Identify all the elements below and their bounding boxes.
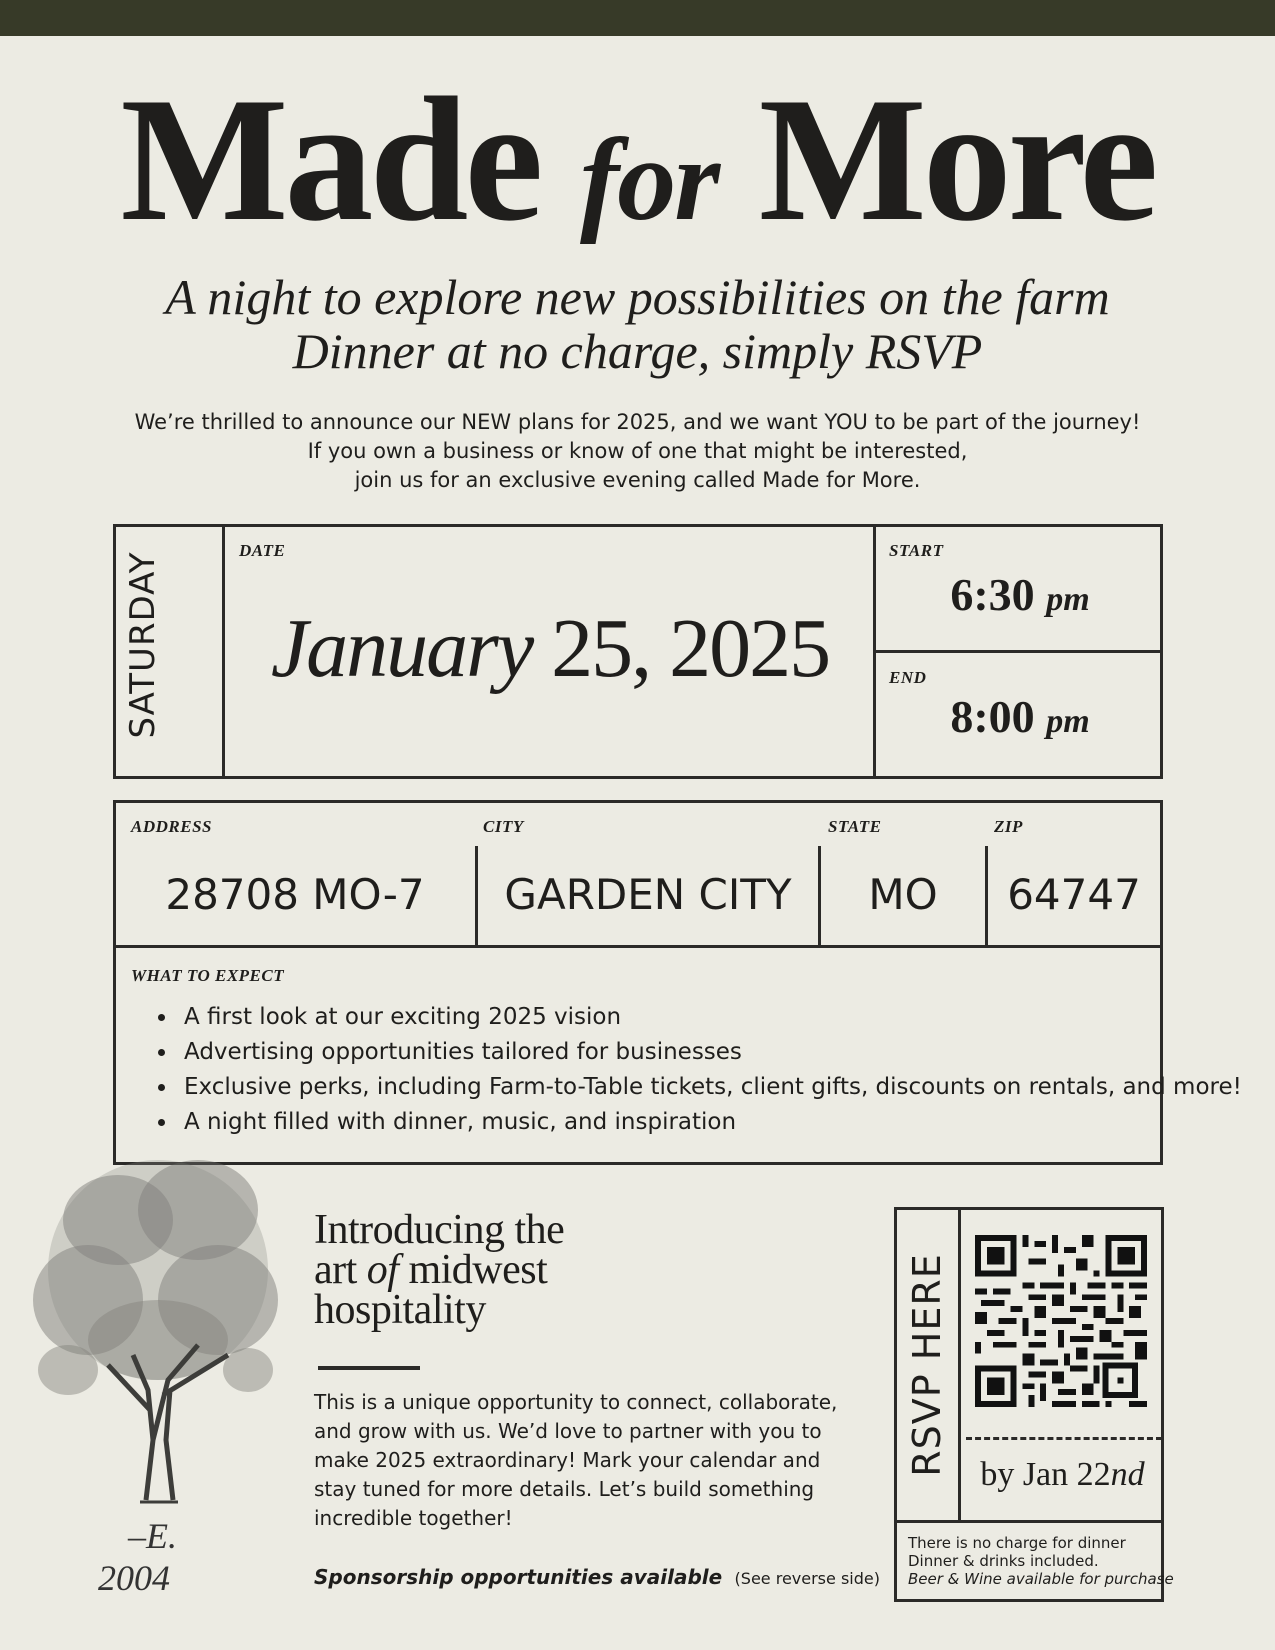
tree-sketch-illustration xyxy=(28,1140,298,1510)
sponsorship-text: Sponsorship opportunities available xyxy=(314,1565,723,1589)
end-label: END xyxy=(889,668,927,687)
city-value: GARDEN CITY xyxy=(504,870,792,919)
rsvp-note-3: Beer & Wine available for purchase xyxy=(908,1570,1174,1588)
dashed-divider xyxy=(966,1437,1162,1440)
start-time-suffix: pm xyxy=(1046,581,1090,618)
feature-line3: hospitality xyxy=(314,1287,486,1333)
date-label: DATE xyxy=(239,541,286,560)
rsvp-deadline-suffix: nd xyxy=(1110,1456,1145,1493)
list-item: • A night filled with dinner, music, and inspiration xyxy=(178,1105,1242,1140)
title-for: for xyxy=(579,114,719,245)
start-label: START xyxy=(889,541,944,560)
subtitle-line2: Dinner at no charge, simply RSVP xyxy=(292,323,983,379)
heading-rule xyxy=(318,1366,420,1370)
city-label: CITY xyxy=(483,817,524,836)
zip-value: 64747 xyxy=(1007,870,1141,919)
title-more: More xyxy=(758,60,1155,258)
feature-line2-a: art xyxy=(314,1247,367,1293)
rsvp-deadline xyxy=(960,1456,1165,1494)
date-month: January xyxy=(270,602,533,695)
address-label: ADDRESS xyxy=(131,817,212,836)
start-time-value: 6:30 xyxy=(950,569,1035,620)
feature-of: of xyxy=(366,1247,399,1293)
event-date xyxy=(225,600,875,697)
end-time-suffix: pm xyxy=(1046,703,1090,740)
sponsorship-note: (See reverse side) xyxy=(734,1569,880,1588)
feature-line2 xyxy=(314,1247,564,1293)
title-made: Made xyxy=(120,60,540,258)
rsvp-qr-code[interactable] xyxy=(975,1235,1147,1407)
rsvp-note-1: There is no charge for dinner xyxy=(908,1534,1126,1552)
list-item: • Advertising opportunities tailored for businesses xyxy=(178,1035,1242,1070)
intro-line1: We’re thrilled to announce our NEW plans for 2025, and we want YOU to be part of the journey! xyxy=(134,410,1141,434)
expect-label: WHAT TO EXPECT xyxy=(131,966,285,985)
signature-initial: –E. xyxy=(128,1516,177,1556)
feature-line2-b: midwest xyxy=(398,1247,548,1293)
end-time xyxy=(880,690,1160,743)
start-time xyxy=(880,568,1160,621)
divider xyxy=(113,945,1163,948)
feature-heading xyxy=(314,1207,565,1333)
rsvp-deadline-date: by Jan 22 xyxy=(980,1456,1111,1493)
end-time-value: 8:00 xyxy=(950,691,1035,742)
day-of-week: SATURDAY xyxy=(123,551,163,739)
rsvp-label: RSVP HERE xyxy=(905,1253,949,1477)
divider xyxy=(894,1520,1164,1523)
date-day-year: 25, 2025 xyxy=(551,602,830,695)
address-value: 28708 MO-7 xyxy=(165,870,425,919)
divider xyxy=(873,650,1163,653)
expect-list xyxy=(138,1000,1242,1140)
intro-line3: join us for an exclusive evening called Made for More. xyxy=(354,468,921,492)
list-item: • Exclusive perks, including Farm-to-Table tickets, client gifts, discounts on rentals, and more! xyxy=(178,1070,1242,1105)
intro-line2: If you own a business or know of one that might be interested, xyxy=(307,439,968,463)
intro-text xyxy=(0,408,1275,495)
feature-body: This is a unique opportunity to connect, collaborate, and grow with us. We’d love to partner with you to make 2025 extraordinary! Mark your calendar and stay tuned for more details. Let’s build something incredible together! xyxy=(314,1390,838,1530)
feature-line1: Introducing the xyxy=(314,1207,565,1253)
subtitle-line1: A night to explore new possibilities on the farm xyxy=(165,269,1110,325)
artist-signature xyxy=(98,1515,177,1599)
list-item: • A first look at our exciting 2025 vision xyxy=(178,1000,1242,1035)
signature-year: 2004 xyxy=(98,1558,170,1598)
rsvp-notes xyxy=(908,1534,1174,1588)
state-label: STATE xyxy=(828,817,882,836)
zip-label: ZIP xyxy=(994,817,1023,836)
subtitle xyxy=(0,270,1275,378)
rsvp-note-2: Dinner & drinks included. xyxy=(908,1552,1099,1570)
page-title xyxy=(0,60,1275,258)
state-value: MO xyxy=(868,870,938,919)
sponsorship-line xyxy=(314,1565,880,1589)
top-bar xyxy=(0,0,1275,36)
